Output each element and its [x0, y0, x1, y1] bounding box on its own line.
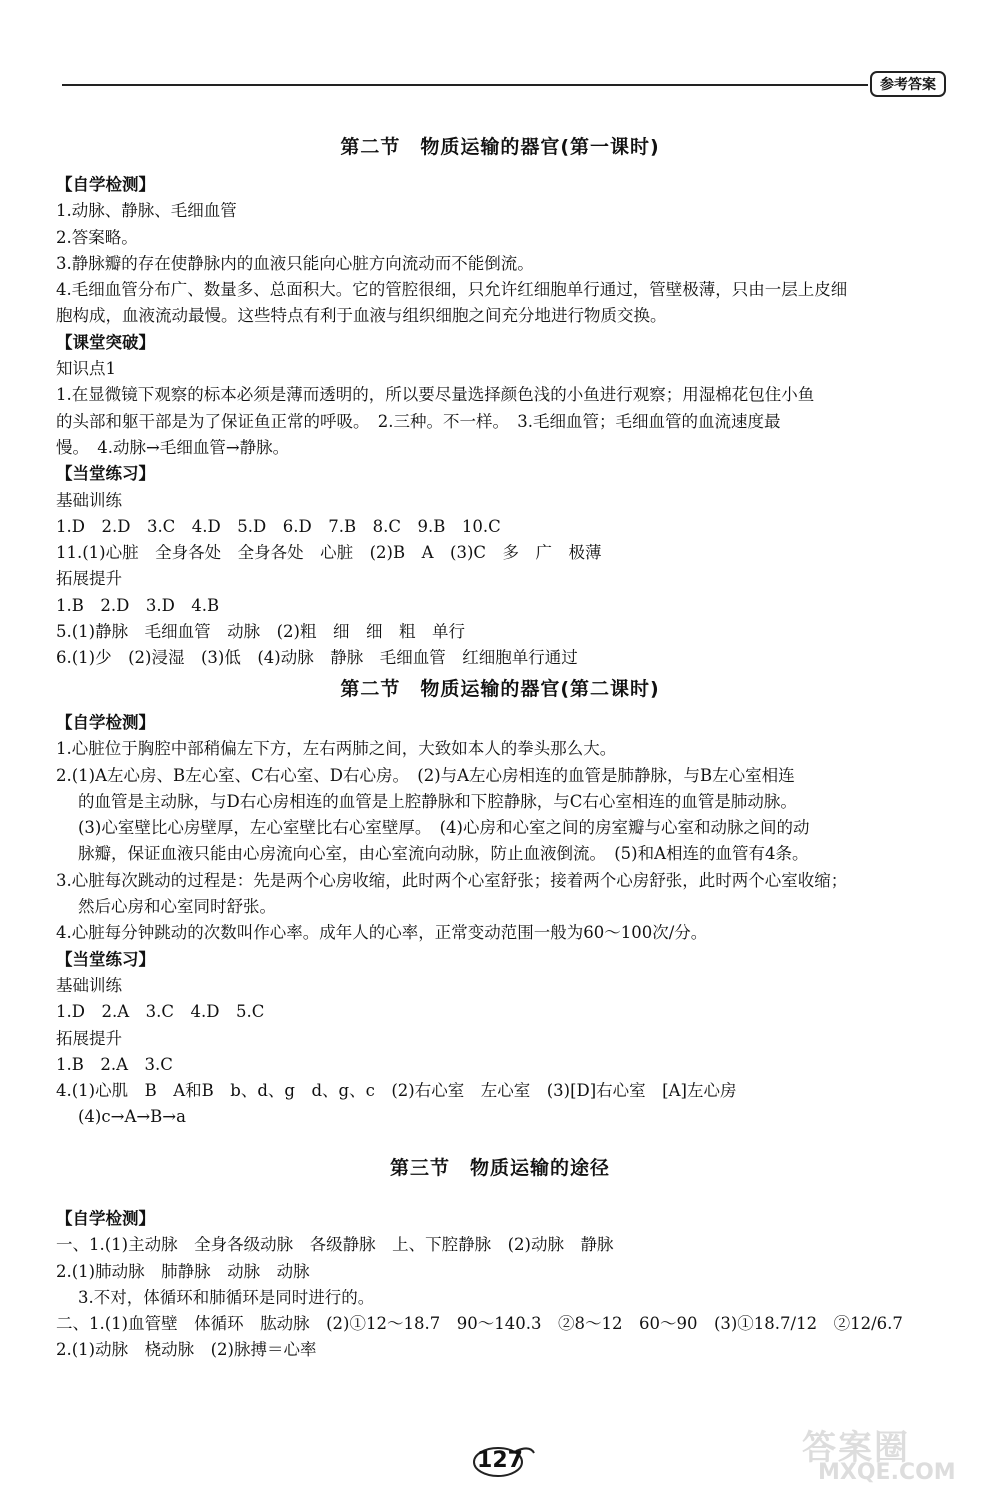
section-heading: 【课堂突破】	[56, 332, 155, 352]
answer-line: 1.在显微镜下观察的标本必须是薄而透明的，所以要尽量选择颜色浅的小鱼进行观察；用湿棉花包住小鱼	[56, 385, 815, 405]
answer-line: 的头部和躯干部是为了保证鱼正常的呼吸。 2.三种。不一样。 3.毛细血管；毛细血管的血流速度最	[56, 411, 781, 431]
answer-line: 3.不对，体循环和肺循环是同时进行的。	[78, 1287, 375, 1307]
answer-line: 1.D 2.A 3.C 4.D 5.C	[56, 1002, 265, 1022]
answer-line: 慢。 4.动脉→毛细血管→静脉。	[56, 437, 290, 457]
page-number-text: 127	[477, 1448, 523, 1473]
watermark-logo	[782, 1420, 992, 1486]
section-body-2	[56, 710, 966, 1131]
answer-line: 1.心脏位于胸腔中部稍偏左下方，左右两肺之间，大致如本人的拳头那么大。	[56, 739, 617, 759]
answer-line: 1.D 2.D 3.C 4.D 5.D 6.D 7.B 8.C 9.B 10.C	[56, 516, 501, 536]
answer-line: 拓展提升	[56, 1028, 122, 1048]
section-heading: 【自学检测】	[56, 175, 155, 194]
section-heading: 【当堂练习】	[56, 464, 155, 484]
section-heading: 【当堂练习】	[56, 949, 155, 969]
answer-line: 1.B 2.D 3.D 4.B	[56, 595, 220, 615]
header-rule	[62, 84, 868, 86]
answer-line: 3.静脉瓣的存在使静脉内的血液只能向心脏方向流动而不能倒流。	[56, 253, 534, 273]
section-heading: 【自学检测】	[56, 1209, 155, 1228]
answer-key-tag: 参考答案	[870, 71, 946, 97]
section-heading: 【自学检测】	[56, 713, 155, 732]
page-number	[464, 1443, 536, 1479]
section-body-3	[56, 1206, 966, 1364]
answer-line: 胞构成，血液流动最慢。这些特点有利于血液与组织细胞之间充分地进行物质交换。	[56, 306, 667, 326]
watermark-top: 答案圈	[802, 1428, 910, 1468]
answer-line: 2.(1)A左心房、B左心室、C右心室、D右心房。 (2)与A左心房相连的血管是肺静脉，与B左心室相连	[56, 765, 795, 785]
section-title-3: 第三节 物质运输的途径	[389, 1157, 610, 1179]
answer-line: 5.(1)静脉 毛细血管 动脉 (2)粗 细 细 粗 单行	[56, 622, 465, 642]
answer-line: 2.答案略。	[56, 227, 138, 247]
answer-line: 基础训练	[56, 975, 122, 995]
answer-line: 基础训练	[56, 490, 122, 510]
answer-line: 4.心脏每分钟跳动的次数叫作心率。成年人的心率，正常变动范围一般为60～100次/分。	[56, 923, 708, 943]
answer-line: 11.(1)心脏 全身各处 全身各处 心脏 (2)B A (3)C 多 广 极薄	[56, 543, 602, 563]
section-body-1	[56, 172, 966, 672]
answer-line: (4)c→A→B→a	[78, 1107, 186, 1127]
answer-line: 2.(1)肺动脉 肺静脉 动脉 动脉	[56, 1261, 310, 1281]
section-title-2: 第二节 物质运输的器官(第二课时)	[340, 678, 660, 700]
answer-line: 脉瓣，保证血液只能由心房流向心室，由心室流向动脉，防止血液倒流。 (5)和A相连的血管有4条。	[78, 844, 809, 864]
answer-line: 知识点1	[56, 359, 116, 379]
answer-line: (3)心室壁比心房壁厚，左心室壁比右心室壁厚。 (4)心房和心室之间的房室瓣与心室和动脉之间的动	[78, 818, 810, 838]
answer-line: 6.(1)少 (2)浸湿 (3)低 (4)动脉 静脉 毛细血管 红细胞单行通过	[56, 648, 578, 668]
answer-line: 的血管是主动脉，与D右心房相连的血管是上腔静脉和下腔静脉，与C右心室相连的血管是肺动脉。	[78, 791, 797, 811]
answer-line: 1.动脉、静脉、毛细血管	[56, 201, 237, 221]
answer-line: 4.毛细血管分布广、数量多、总面积大。它的管腔很细，只允许红细胞单行通过，管壁极薄，只由一层上皮细	[56, 280, 848, 300]
answer-line: 3.心脏每次跳动的过程是：先是两个心房收缩，此时两个心室舒张；接着两个心房舒张，此时两个心室收缩；	[56, 870, 848, 890]
answer-line: 拓展提升	[56, 569, 122, 589]
watermark-bottom: MXQE.COM	[818, 1460, 956, 1485]
answer-line: 1.B 2.A 3.C	[56, 1054, 173, 1074]
answer-line: 然后心房和心室同时舒张。	[78, 897, 276, 917]
answer-line: 一、1.(1)主动脉 全身各级动脉 各级静脉 上、下腔静脉 (2)动脉 静脉	[56, 1235, 614, 1255]
section-title-1: 第二节 物质运输的器官(第一课时)	[340, 136, 660, 158]
answer-line: 二、1.(1)血管壁 体循环 肱动脉 (2)①12～18.7 90～140.3 ②8～12 60～90 (3)①18.7/12 ②12/6.7	[56, 1314, 903, 1334]
answer-line: 2.(1)动脉 桡动脉 (2)脉搏＝心率	[56, 1340, 317, 1360]
answer-line: 4.(1)心肌 B A和B b、d、g d、g、c (2)右心室 左心室 (3)[D]右心室 [A]左心房	[56, 1081, 737, 1101]
